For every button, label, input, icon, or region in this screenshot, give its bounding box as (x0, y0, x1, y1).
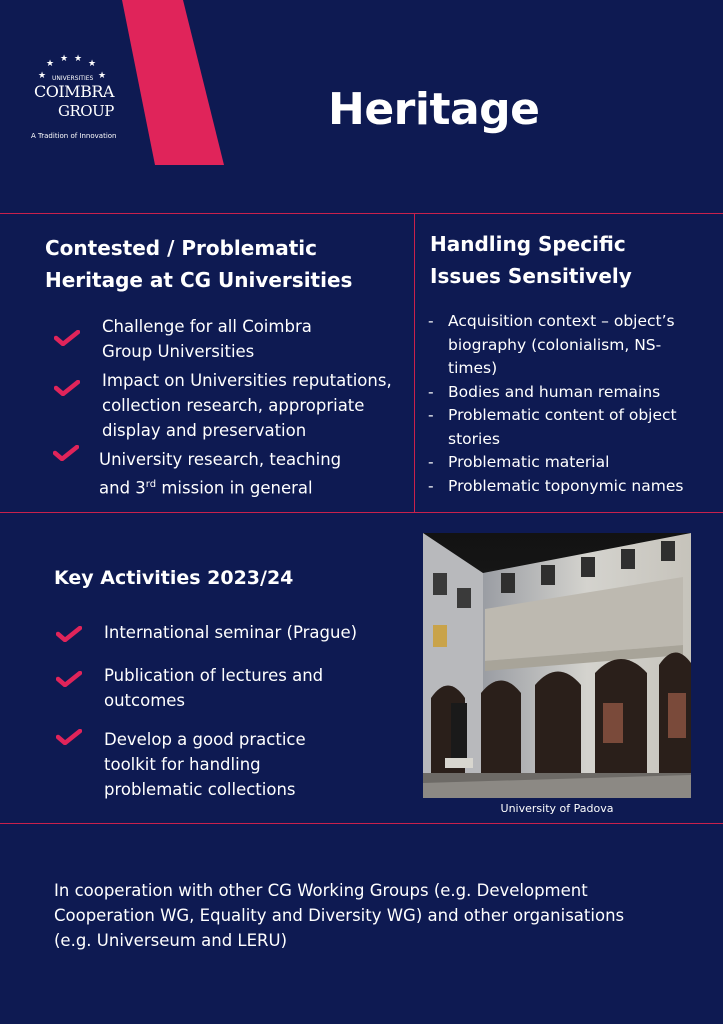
logo-line-1: COIMBRA (34, 82, 114, 101)
logo-tagline: A Tradition of Innovation (31, 132, 117, 140)
logo-arc-text: UNIVERSITIES (52, 75, 94, 82)
contested-list (99, 314, 412, 501)
coimbra-group-logo (28, 52, 128, 144)
activities-list (104, 620, 394, 802)
list-item: Challenge for all Coimbra Group Universities (102, 314, 412, 364)
svg-text:★: ★ (98, 71, 107, 81)
checkmark-icon (53, 445, 79, 461)
issues-list (428, 310, 713, 498)
checkmark-icon (56, 671, 82, 687)
checkmark-icon (56, 626, 82, 642)
list-item: International seminar (Prague) (104, 620, 394, 645)
divider-middle (0, 512, 723, 513)
divider-vertical (414, 213, 415, 513)
page-title: Heritage (328, 84, 540, 135)
list-item: Develop a good practice toolkit for handling problematic collections (104, 727, 394, 802)
divider-top (0, 213, 723, 214)
list-item: Publication of lectures and outcomes (104, 663, 394, 713)
list-item: - Problematic content of object stories (428, 406, 677, 448)
list-item: - Problematic material (428, 453, 610, 471)
checkmark-icon (54, 380, 80, 396)
list-item: - Bodies and human remains (428, 382, 661, 401)
photo-caption: University of Padova (500, 802, 614, 815)
svg-text:★: ★ (60, 54, 69, 64)
list-item: - Acquisition context – object’s biography (colonialism, NS- times) (428, 312, 675, 377)
list-item: University research, teaching and 3rd mission in general (99, 447, 409, 501)
footer-text: In cooperation with other CG Working Groups (e.g. Development Cooperation WG, Equality and Diversity WG) and other organisations (e.g. Universeum and LERU) (54, 881, 625, 950)
svg-text:★: ★ (46, 59, 55, 69)
building-photo (423, 533, 691, 798)
list-item: - Problematic toponymic names (428, 476, 684, 495)
issues-heading: Handling Specific Issues Sensitively (430, 232, 632, 288)
divider-bottom (0, 823, 723, 824)
checkmark-icon (56, 729, 82, 745)
svg-text:★: ★ (88, 59, 97, 69)
activities-heading: Key Activities 2023/24 (54, 567, 294, 589)
contested-heading: Contested / Problematic Heritage at CG Universities (45, 236, 353, 292)
svg-text:★: ★ (74, 54, 83, 64)
svg-text:★: ★ (38, 71, 47, 81)
checkmark-icon (54, 330, 80, 346)
logo-line-2: GROUP (58, 102, 114, 120)
list-item: Impact on Universities reputations, collection research, appropriate display and preservation (102, 368, 412, 443)
